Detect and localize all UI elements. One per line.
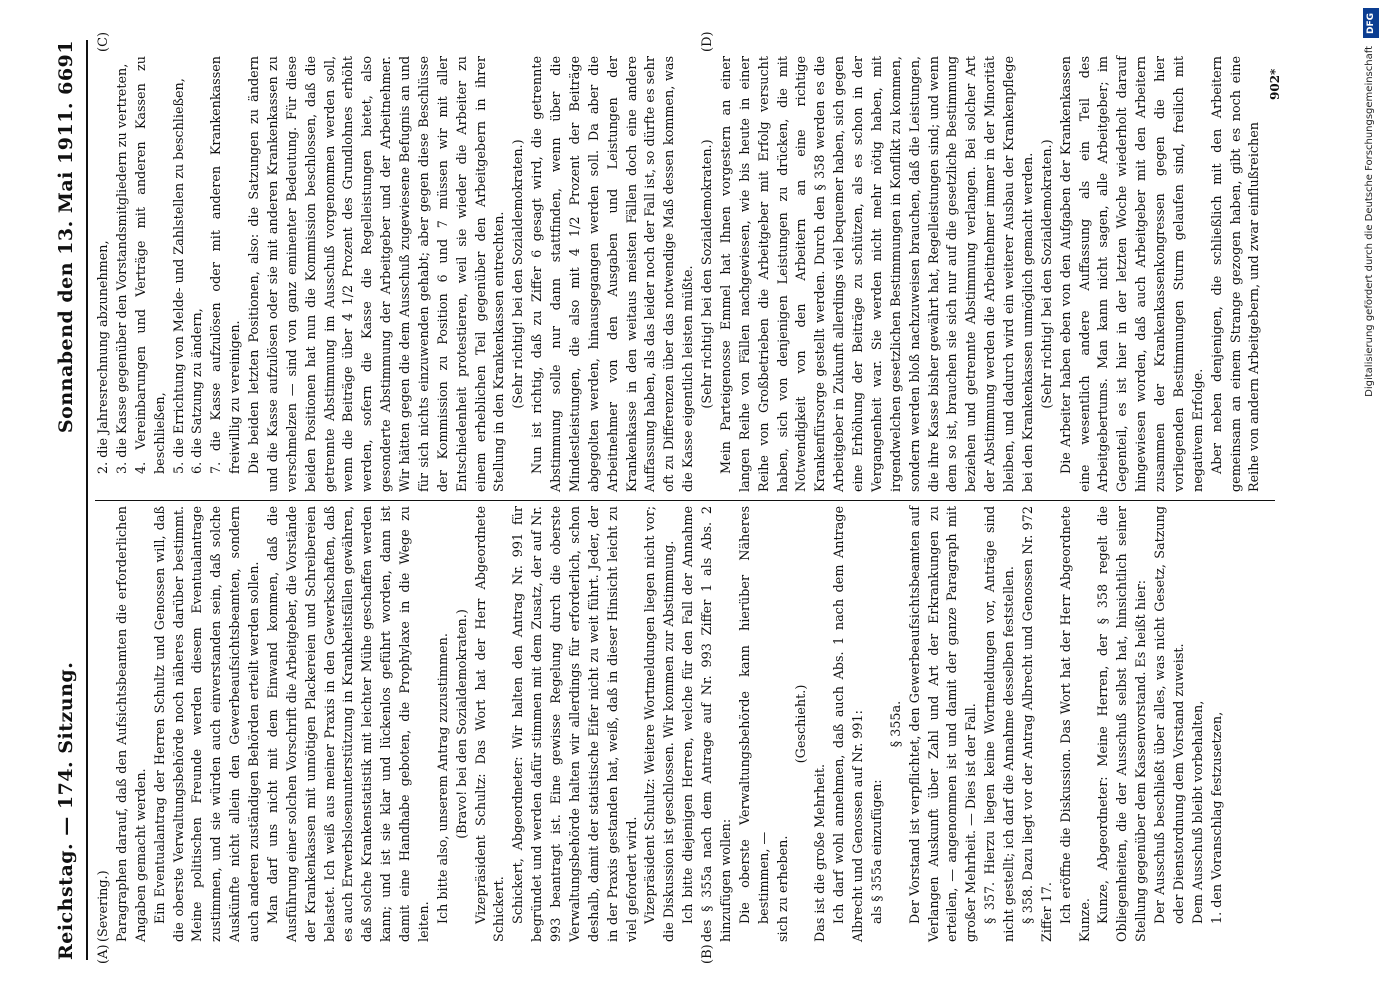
right-column-paragraph: 4. Vereinbarungen und Verträge mit anderen Kassen zu beschließen,	[133, 56, 168, 474]
right-column-paragraph: 6. die Satzung zu ändern,	[190, 308, 206, 474]
right-column-paragraph: Die Arbeiter haben eben von den Aufgaben der Krankenkassen eine wesentlich andere Auffassung als ein Teil des Arbeitgebertums. Man kann nicht sagen, alle Arbeitgeber; im Gegenteil, es ist hier in der letzten Woche wiederholt darauf hingewiesen worden, daß auch Arbeitgeber mit den Arbeitern zusammen der Krankenkassenkongressen gegen die hier vorliegenden Bestimmungen Sturm gelaufen sind, freilich mit negativem Erfolge.	[1058, 56, 1206, 492]
left-column-paragraph: (Severing.)	[96, 870, 111, 942]
header-rule	[86, 40, 88, 960]
left-column-paragraph: Schickert, Abgeordneter: Wir halten den Antrag Nr. 991 für begründet und werden dafür stimmen mit dem Zusatz, der auf Nr. 993 beantragt ist. Eine gewisse Regelung durch die oberste Verwaltungsbehörde halten wir allerdings für erforderlich, schon deshalb, damit der statistische Eifer nicht zu weit führt. Jeder, der in der Praxis gestanden hat, weiß, daß in dieser Hinsicht leicht zu viel gefordert wird.	[511, 506, 640, 942]
dfg-logo-icon: DFG	[1363, 8, 1379, 38]
left-column	[95, 506, 1228, 942]
right-column-paragraph: Aber neben denjenigen, die schließlich mit den Arbeitern gemeinsam an einem Strange gezogen haben, gibt es noch eine Reihe von andern Arbeitgebern, und zwar einflußreichen	[1209, 56, 1263, 492]
digitization-credit: Digitalisierung gefördert durch die Deutsche Forschungsgemeinschaft	[1364, 46, 1375, 397]
right-column-paragraph: Die beiden letzten Positionen, also: die Satzungen zu ändern und die Kasse aufzulösen oder sie mit anderen Krankenkassen zu verschmelzen — sind von ganz eminenter Bedeutung. Für diese beiden Positionen hat nun die Kommission beschlossen, daß die getrennte Abstimmung im Ausschuß vorgenommen werden soll, wenn die Beiträge über 4 1/2 Prozent des Grundlohnes erhöht werden, sofern die Kasse die Regelleistungen bietet, also gesonderte Abstimmung der Arbeitgeber und der Arbeitnehmer. Wir hätten gegen die dem Ausschuß zugewiesene Befugnis an und für sich nichts einzuwenden gehabt; aber gegen diese Beschlüsse der Kommission zu Position 6 und 7 müssen wir mit aller Entschiedenheit protestieren, weil sie wieder die Arbeiter zu einem erheblichen Teil gegenüber den Arbeitgebern in ihrer Stellung in den Krankenkassen entrechten.	[247, 56, 508, 492]
left-column-paragraph: Ich bitte diejenigen Herren, welche für den Fall der Annahme des § 355a nach dem Antrage auf Nr. 993 Ziffer 1 als Abs. 2 hinzufügen wollen:	[681, 506, 734, 942]
left-column-paragraph: Kunze, Abgeordneter: Meine Herren, der § 358 regelt die Obliegenheiten, die der Ausschuß selbst hat, hinsichtlich seiner Stellung gegenüber dem Kassenvorstand. Es heißt hier:	[1096, 506, 1150, 942]
left-column-paragraph: Vizepräsident Schultz: Weitere Wortmeldungen liegen nicht vor; die Diskussion ist geschlossen. Wir kommen zur Abstimmung.	[643, 506, 678, 942]
left-column-paragraph: Die oberste Verwaltungsbehörde kann hierüber Näheres bestimmen, —	[737, 506, 772, 924]
right-column-paragraph: 3. die Kasse gegenüber den Vorstandsmitgliedern zu vertreten,	[114, 63, 130, 474]
header-right: Sonnabend den 13. Mai 1911. 6691	[55, 40, 77, 434]
margin-marker-c: (C)	[96, 31, 111, 52]
page-header	[55, 40, 87, 960]
right-column-paragraph: (Sehr richtig! bei den Sozialdemokraten.)	[511, 139, 527, 409]
left-column-paragraph: Vizepräsident Schultz: Das Wort hat der Herr Abgeordnete Schickert.	[473, 506, 508, 942]
left-column-paragraph: (Geschieht.)	[794, 684, 810, 764]
left-column-paragraph: § 358. Dazu liegt vor der Antrag Albrecht und Genossen Nr. 972 Ziffer 17.	[1020, 506, 1055, 942]
left-column-paragraph: sich zu erheben.	[775, 835, 791, 942]
right-column	[95, 56, 1265, 492]
left-column-paragraph: Das ist die große Mehrheit.	[813, 763, 829, 942]
left-column-paragraph: (Bravo! bei den Sozialdemokraten.)	[454, 609, 470, 839]
right-column-paragraph: 7. die Kasse aufzulösen oder mit anderen Krankenkassen freiwillig zu vereinigen.	[209, 56, 244, 474]
left-column-paragraph: Der Vorstand ist verpflichtet, den Gewerbeaufsichtsbeamten auf Verlangen Auskunft über Zahl und Art der Erkrankungen zu erteilen, — angenommen ist und damit der ganze Paragraph mit großer Mehrheit. — Dies ist der Fall.	[907, 506, 980, 942]
left-column-paragraph: § 355a.	[888, 700, 904, 748]
right-column-paragraph: 5. die Errichtung von Melde- und Zahlstellen zu beschließen,	[171, 78, 187, 474]
footer-number: 902*	[1268, 68, 1282, 100]
left-column-paragraph: 1. den Voranschlag festzusetzen,	[1209, 711, 1225, 924]
left-column-paragraph: Dem Ausschuß bleibt vorbehalten,	[1190, 700, 1206, 924]
margin-marker-d: (D)	[700, 31, 715, 52]
margin-marker-a: (A)	[96, 944, 111, 964]
left-column-paragraph: als § 355a einzufügen:	[869, 779, 885, 924]
left-column-paragraph: Ich bitte also, unserem Antrag zuzustimmen.	[435, 633, 451, 924]
right-column-paragraph: Mein Parteigenosse Emmel hat Ihnen vorgestern an einer langen Reihe von Fällen nachgewiesen, wie bis heute in einer Reihe von Großbetrieben die Arbeitgeber mit Erfolg versucht haben, sich von denjenigen Leistungen zu drücken, die mit Notwendigkeit von den Arbeitern an eine richtige Krankenfürsorge gestellt werden. Durch den § 358 werden es die Arbeitgeber in Zukunft allerdings viel bequemer haben, sich gegen eine Erhöhung der Beiträge zu schützen, als es schon in der Vergangenheit war. Sie werden nicht mehr nötig haben, mit irgendwelchen gesetzlichen Bestimmungen in Konflikt zu kommen, sondern werden bloß nachzuweisen brauchen, daß die Leistungen, die ihre Kasse bisher gewährt hat, Regelleistungen sind; und wenn dem so ist, brauchen sie sich nur auf die gesetzliche Bestimmung beziehen und getrennte Abstimmung verlangen. Bei solcher Art der Abstimmung werden die Arbeitnehmer immer in der Minorität bleiben, und dadurch wird ein weiterer Ausbau der Krankenpflege bei den Krankenkassen unmöglich gemacht werden.	[718, 56, 1036, 492]
left-column-paragraph: Man darf uns nicht mit dem Einwand kommen, daß die Ausführung einer solchen Vorschrift die Arbeitgeber, die Vorstände der Krankenkassen mit unnötigen Plackereien und Schreibereien belastet. Ich weiß aus meiner Praxis in den Gewerkschaften, daß es auch Erwerbslosenunterstützung in Krankheitsfällen gewähren, daß solche Krankenstatistik mit leichter Mühe geschaffen werden kann; und ist sie klar und lückenlos geführt worden, dann ist damit eine Handhabe geboten, die Prophylaxe in die Wege zu leiten.	[265, 506, 432, 942]
header-left: Reichstag. — 174. Sitzung.	[55, 661, 77, 960]
left-column-paragraph: § 357. Hierzu liegen keine Wortmeldungen vor, Anträge sind nicht gestellt; ich darf die Annahme desselben feststellen.	[983, 506, 1017, 942]
margin-marker-b: (B)	[700, 944, 715, 964]
column-rule	[95, 500, 1275, 501]
left-column-paragraph: Ich darf wohl annehmen, daß auch Abs. 1 nach dem Antrage Albrecht und Genossen auf Nr. 991:	[832, 506, 866, 942]
left-column-paragraph: Ich eröffne die Diskussion. Das Wort hat der Herr Abgeordnete Kunze.	[1058, 506, 1093, 942]
right-column-paragraph: (Sehr richtig! bei den Sozialdemokraten.)	[700, 139, 715, 409]
left-column-paragraph: Der Ausschuß beschließt über alles, was nicht Gesetz, Satzung oder Dienstordnung dem Vorstand zuweist.	[1153, 506, 1187, 924]
right-column-paragraph: (Sehr richtig! bei den Sozialdemokraten.)	[1039, 139, 1055, 409]
left-column-paragraph: Paragraphen darauf, daß den Aufsichtsbeamten die erforderlichen Angaben gemacht werden.	[114, 506, 149, 942]
right-column-paragraph: Nun ist richtig, daß zu Ziffer 6 gesagt wird, die getrennte Abstimmung solle nur dann stattfinden, wenn über die Mindestleistungen, die also mit 4 1/2 Prozent der Beiträge abgegolten werden, hinausgegangen werden soll. Da aber die Arbeitnehmer von den Ausgaben und Leistungen der Krankenkasse in den weitaus meisten Fällen doch eine andere Auffassung haben, als das leider noch der Fall ist, so dürfte es sehr oft zu Differenzen über das notwendige Maß dessen kommen, was die Kasse eigentlich leisten müßte.	[530, 56, 697, 492]
digitization-sidebar	[1361, 6, 1381, 994]
right-column-paragraph: 2. die Jahresrechnung abzunehmen,	[96, 240, 111, 474]
left-column-paragraph: Ein Eventualantrag der Herren Schultz und Genossen will, daß die oberste Verwaltungsbehörde noch näheres darüber bestimmt. Meine politischen Freunde werden diesem Eventualantrage zustimmen, und sie würden auch einverstanden sein, daß solche Auskünfte nicht allein den Gewerbeaufsichtsbeamten, sondern auch anderen zuständigen Behörden erteilt werden sollen.	[152, 506, 262, 942]
